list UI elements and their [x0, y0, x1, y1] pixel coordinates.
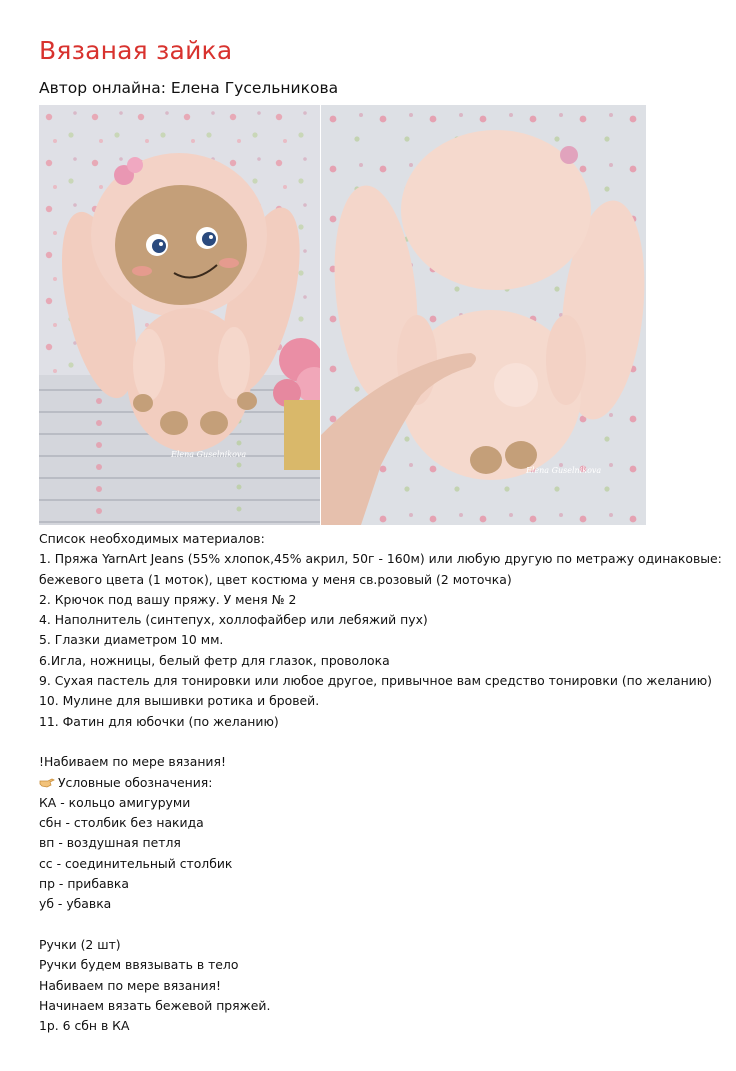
pattern-text	[39, 529, 722, 1036]
watermark-right: Elena Guselnikova	[526, 466, 602, 475]
pointing-hand-icon	[39, 776, 55, 788]
back-left-foot	[470, 446, 502, 474]
legend-item-ub: уб - убавка	[39, 896, 112, 912]
materials-heading: Список необходимых материалов:	[39, 531, 265, 546]
material-item-9: 9. Сухая пастель для тонировки или любое другое, привычное вам средство тонировки (по желанию)	[39, 673, 712, 689]
arms-line-2: Набиваем по мере вязания!	[39, 977, 221, 993]
material-item-11: 11. Фатин для юбочки (по желанию)	[39, 713, 279, 729]
basket-decoration	[284, 400, 320, 470]
legend-item-vp: вп - воздушная петля	[39, 835, 181, 851]
arms-heading: Ручки (2 шт)	[39, 936, 121, 952]
bunny-back-illustration	[321, 105, 646, 525]
left-eye	[152, 239, 166, 253]
back-right-foot	[505, 441, 537, 469]
material-item-6: 6.Игла, ножницы, белый фетр для глазок, проволока	[39, 652, 390, 668]
tail	[494, 363, 538, 407]
legend-item-sbn: сбн - столбик без накида	[39, 815, 204, 831]
arms-line-4: 1р. 6 сбн в КА	[39, 1018, 130, 1034]
material-item-10: 10. Мулине для вышивки ротика и бровей.	[39, 693, 320, 709]
bunny-front-illustration	[39, 105, 320, 525]
stuffing-note: !Набиваем по мере вязания!	[39, 754, 226, 770]
legend-heading-row	[39, 773, 719, 793]
material-item-1-cont: бежевого цвета (1 моток), цвет костюма у меня св.розовый (2 моточка)	[39, 571, 512, 587]
face	[115, 185, 247, 305]
material-item-1: 1. Пряжа YarnArt Jeans (55% хлопок,45% акрил, 50г - 160м) или любую другую по метражу одинаковые:	[39, 551, 722, 567]
material-item-5: 5. Глазки диаметром 10 мм.	[39, 632, 224, 648]
right-foot	[200, 411, 228, 435]
photo-bunny-back	[321, 105, 646, 525]
legend-heading: Условные обозначения:	[58, 774, 213, 790]
right-eye	[202, 232, 216, 246]
legend-item-pr: пр - прибавка	[39, 876, 129, 892]
watermark-left: Elena Guselnikova	[171, 450, 247, 459]
photo-bunny-front	[39, 105, 320, 525]
author-line: Автор онлайна: Елена Гусельникова	[39, 79, 339, 97]
material-item-4: 4. Наполнитель (синтепух, холлофайбер или лебяжий пух)	[39, 612, 428, 628]
arms-line-3: Начинаем вязать бежевой пряжей.	[39, 997, 271, 1013]
left-foot	[160, 411, 188, 435]
page-title: Вязаная зайка	[39, 36, 233, 65]
arms-line-1: Ручки будем ввязывать в тело	[39, 957, 239, 973]
legend-item-ka: КА - кольцо амигуруми	[39, 794, 191, 810]
material-item-2: 2. Крючок под вашу пряжу. У меня № 2	[39, 591, 297, 607]
legend-item-ss: сс - соединительный столбик	[39, 855, 233, 871]
